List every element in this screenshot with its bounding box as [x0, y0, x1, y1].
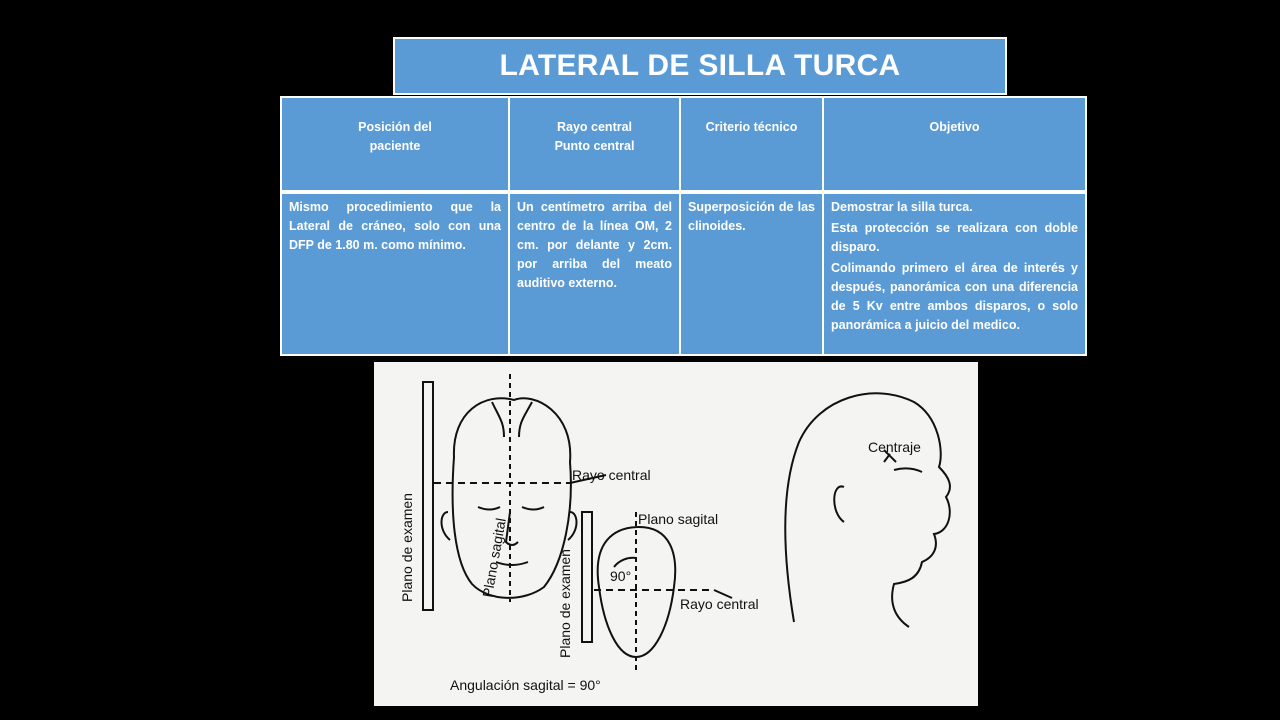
label-rayo-central-1: Rayo central [572, 467, 651, 483]
label-plano-sagital-1: Plano sagital [479, 516, 509, 599]
positioning-diagram [374, 362, 978, 706]
angle-arc [614, 558, 636, 567]
frontal-nose [506, 512, 518, 545]
cell-rayo-central: Un centímetro arriba del centro de la línea OM, 2 cm. por delante y 2cm. por arriba del meato auditivo externo. [509, 192, 680, 355]
cell-posicion: Mismo procedimiento que la Lateral de cráneo, solo con una DFP de 1.80 m. como mínimo. [281, 192, 509, 355]
cell-criterio: Superposición de las clinoides. [680, 192, 823, 355]
top-view-head [598, 527, 676, 657]
slide-title-text: LATERAL DE SILLA TURCA [499, 49, 901, 82]
objetivo-line-2: Esta protección se realizara con doble disparo. [831, 221, 1078, 254]
profile-eye [894, 468, 922, 472]
label-plano-examen-1: Plano de examen [399, 493, 415, 602]
objetivo-line-1: Demostrar la silla turca. [831, 200, 973, 214]
profile-ear [834, 486, 844, 522]
exam-plane-bar-2 [582, 512, 592, 642]
header-objetivo: Objetivo [823, 97, 1086, 192]
label-angulacion: Angulación sagital = 90° [450, 677, 601, 693]
header-posicion: Posición del paciente [281, 97, 509, 192]
objetivo-line-3: Colimando primero el área de interés y después, panorámica con una diferencia de 5 Kv entre ambos disparos, o solo panorámica a juicio del medico. [831, 261, 1078, 332]
label-rayo-central-2: Rayo central [680, 596, 759, 612]
slide-title [393, 37, 1007, 95]
positioning-table [280, 96, 1087, 356]
header-rayo-central: Rayo central Punto central [509, 97, 680, 192]
header-criterio-tecnico: Criterio técnico [680, 97, 823, 192]
cell-objetivo [823, 192, 1086, 355]
label-centraje: Centraje [868, 439, 921, 455]
label-90-grados: 90° [610, 568, 632, 584]
diagram-svg [374, 362, 978, 706]
label-plano-examen-2: Plano de examen [557, 549, 573, 658]
frontal-head-outline [453, 398, 571, 598]
table-row [281, 192, 1086, 355]
exam-plane-bar-1 [423, 382, 433, 610]
table-header-row [281, 97, 1086, 192]
frontal-hair [492, 402, 532, 437]
profile-head-outline [785, 393, 950, 627]
label-plano-sagital-2: Plano sagital [638, 511, 719, 527]
